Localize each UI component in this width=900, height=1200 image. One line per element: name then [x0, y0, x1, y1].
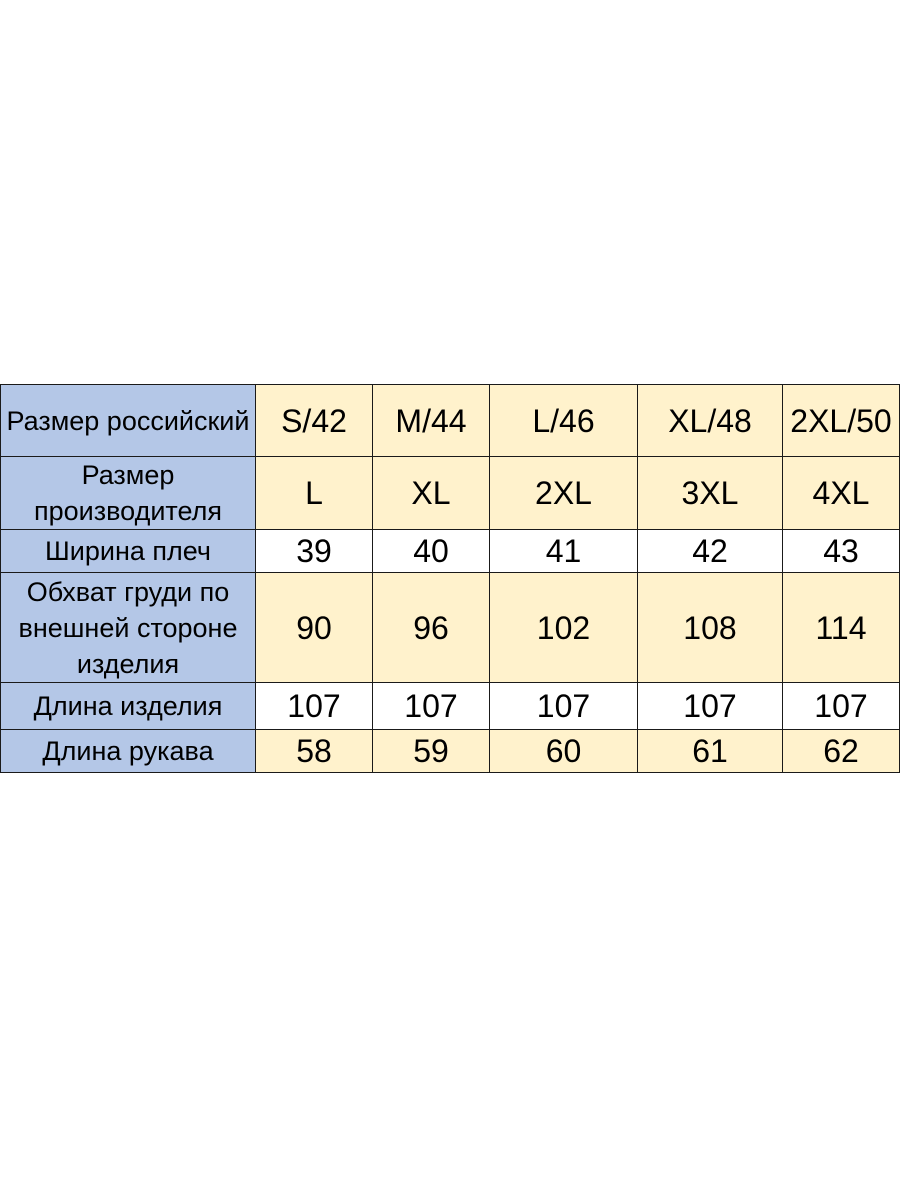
- table-cell: 108: [638, 573, 783, 683]
- table-cell: 107: [490, 683, 638, 730]
- row-label-russian-size: Размер российский: [1, 385, 256, 457]
- row-label-shoulder-width: Ширина плеч: [1, 530, 256, 573]
- table-cell: XL/48: [638, 385, 783, 457]
- table-cell: 107: [256, 683, 373, 730]
- row-label-garment-length: Длина изделия: [1, 683, 256, 730]
- row-label-manufacturer-size: Размер производителя: [1, 457, 256, 530]
- table-cell: 43: [783, 530, 900, 573]
- table-row-russian-size: [1, 385, 900, 457]
- table-cell: 90: [256, 573, 373, 683]
- table-cell: M/44: [373, 385, 490, 457]
- table-cell: S/42: [256, 385, 373, 457]
- table-cell: 58: [256, 730, 373, 773]
- table-cell: 107: [783, 683, 900, 730]
- table-cell: 40: [373, 530, 490, 573]
- table-row-sleeve-length: [1, 730, 900, 773]
- table-cell: 107: [638, 683, 783, 730]
- table-cell: 3XL: [638, 457, 783, 530]
- table-row-chest-girth: [1, 573, 900, 683]
- table-cell: 2XL/50: [783, 385, 900, 457]
- table-cell: 102: [490, 573, 638, 683]
- table-cell: L: [256, 457, 373, 530]
- table-row-garment-length: [1, 683, 900, 730]
- table-cell: 96: [373, 573, 490, 683]
- table-cell: 2XL: [490, 457, 638, 530]
- table-cell: L/46: [490, 385, 638, 457]
- row-label-chest-girth: Обхват груди по внешней стороне изделия: [1, 573, 256, 683]
- table-cell: 61: [638, 730, 783, 773]
- table-row-manufacturer-size: [1, 457, 900, 530]
- size-chart-table: [0, 384, 900, 773]
- table-cell: XL: [373, 457, 490, 530]
- table-cell: 4XL: [783, 457, 900, 530]
- row-label-sleeve-length: Длина рукава: [1, 730, 256, 773]
- table-cell: 42: [638, 530, 783, 573]
- table-cell: 114: [783, 573, 900, 683]
- table-cell: 107: [373, 683, 490, 730]
- table-cell: 39: [256, 530, 373, 573]
- table-row-shoulder-width: [1, 530, 900, 573]
- table-cell: 60: [490, 730, 638, 773]
- table-cell: 59: [373, 730, 490, 773]
- table-cell: 62: [783, 730, 900, 773]
- table-cell: 41: [490, 530, 638, 573]
